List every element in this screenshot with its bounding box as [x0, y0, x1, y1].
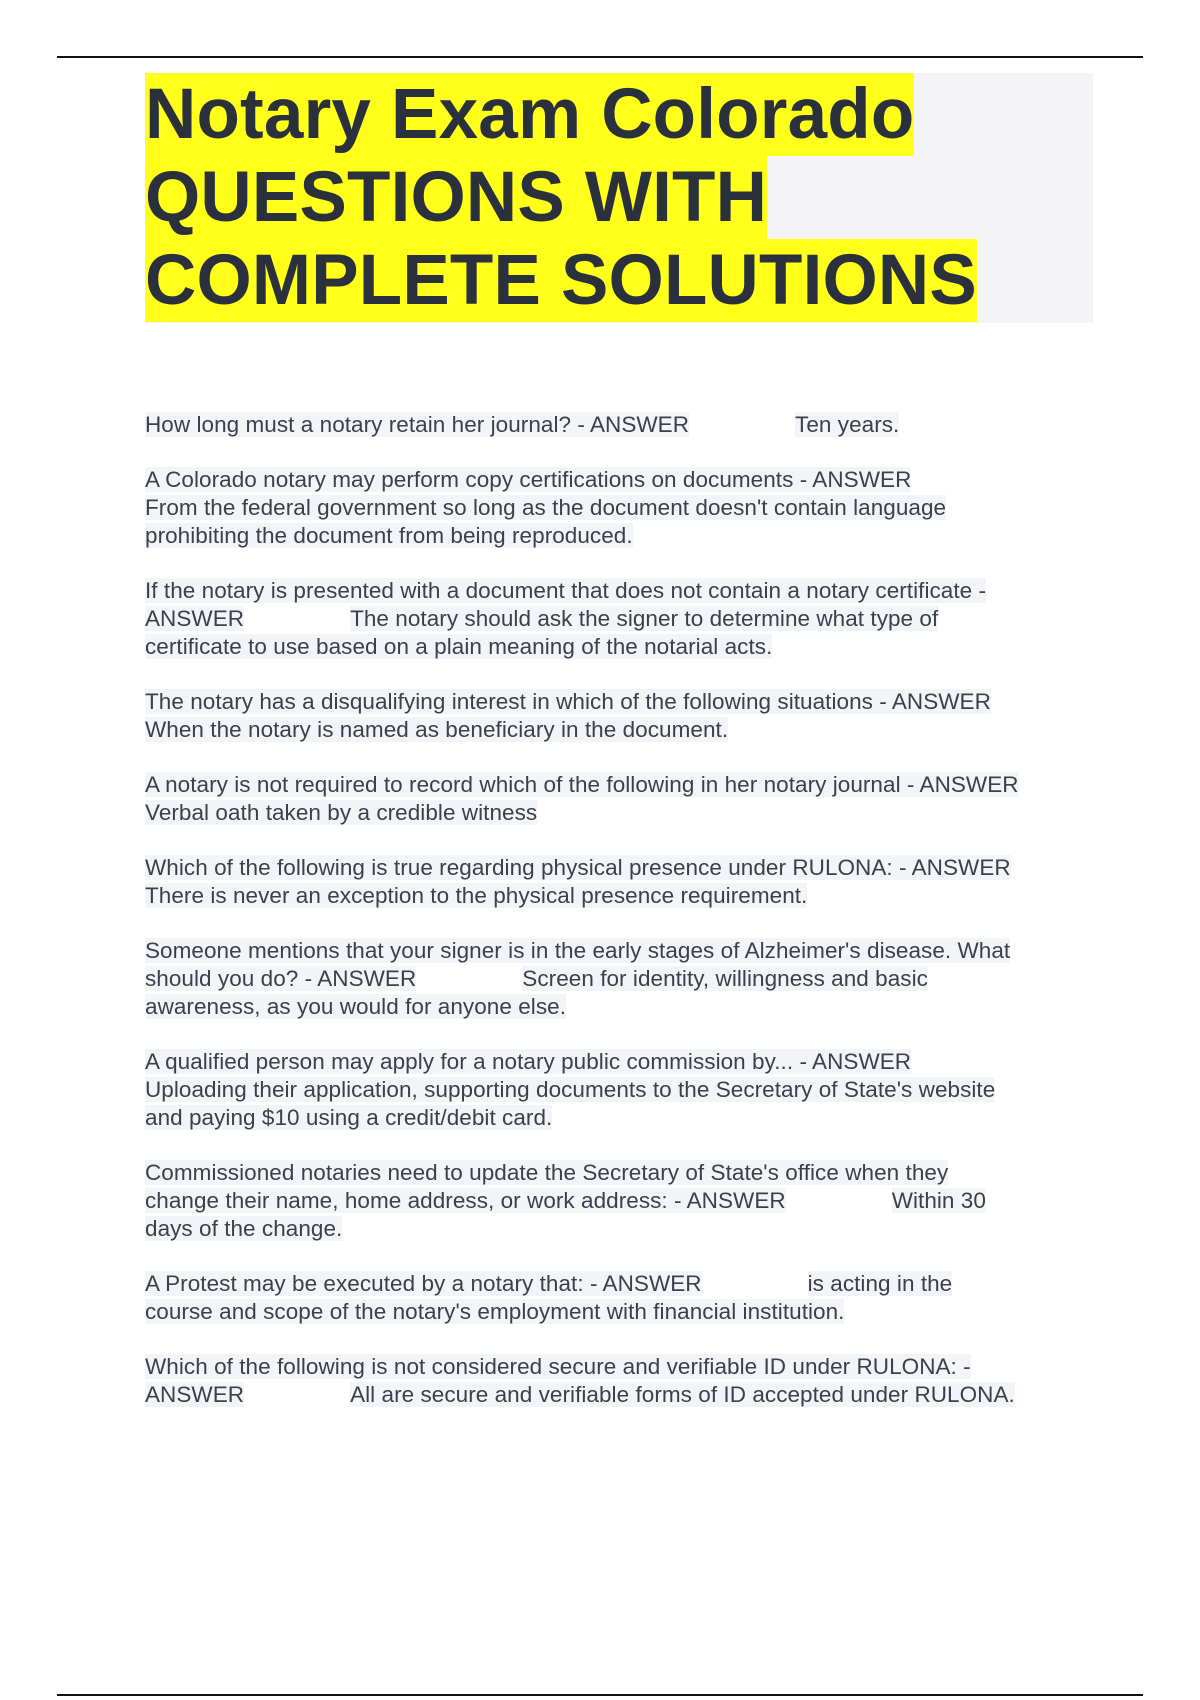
- qa-item: [145, 854, 1105, 910]
- title-line: QUESTIONS WITH: [145, 158, 768, 237]
- question-text: ANSWER: [145, 606, 245, 631]
- question-text: ANSWER: [145, 1382, 245, 1407]
- qa-item: [145, 1048, 1105, 1132]
- qa-item: [145, 577, 1105, 661]
- question-text: A notary is not required to record which of the following in her notary journal - ANSWER: [145, 772, 1019, 797]
- qa-list: [145, 411, 1105, 1436]
- question-text: Commissioned notaries need to update the Secretary of State's office when they: [145, 1160, 949, 1185]
- title-line: Notary Exam Colorado: [145, 75, 915, 154]
- question-text: Which of the following is true regarding physical presence under RULONA: - ANSWER: [145, 855, 1011, 880]
- answer-text: and paying $10 using a credit/debit card.: [145, 1105, 553, 1130]
- title-line: COMPLETE SOLUTIONS: [145, 241, 977, 320]
- answer-text: Verbal oath taken by a credible witness: [145, 800, 538, 825]
- qa-item: [145, 1270, 1105, 1326]
- question-text: should you do? - ANSWER: [145, 966, 417, 991]
- qa-item: [145, 466, 1105, 550]
- top-rule: [57, 56, 1143, 58]
- question-text: The notary has a disqualifying interest in which of the following situations - ANSWER: [145, 689, 991, 714]
- answer-text: days of the change.: [145, 1216, 343, 1241]
- bottom-rule: [57, 1694, 1143, 1696]
- question-text: change their name, home address, or work address: - ANSWER: [145, 1188, 786, 1213]
- question-text: A qualified person may apply for a notary public commission by... - ANSWER: [145, 1049, 912, 1074]
- question-text: If the notary is presented with a document that does not contain a notary certificate -: [145, 578, 987, 603]
- qa-item: [145, 937, 1105, 1021]
- answer-text: is acting in the: [807, 1271, 953, 1296]
- answer-text: Within 30: [891, 1188, 986, 1213]
- title-block: [145, 73, 1093, 323]
- answer-text: certificate to use based on a plain meaning of the notarial acts.: [145, 634, 773, 659]
- answer-text: All are secure and verifiable forms of ID accepted under RULONA.: [350, 1382, 1015, 1407]
- qa-item: [145, 688, 1105, 744]
- document-title: [145, 73, 1093, 322]
- question-text: A Protest may be executed by a notary that: - ANSWER: [145, 1271, 702, 1296]
- answer-text: Screen for identity, willingness and basic: [522, 966, 928, 991]
- question-text: How long must a notary retain her journal? - ANSWER: [145, 412, 690, 437]
- answer-text: There is never an exception to the physical presence requirement.: [145, 883, 808, 908]
- qa-item: [145, 1159, 1105, 1243]
- answer-text: When the notary is named as beneficiary in the document.: [145, 717, 729, 742]
- question-text: Which of the following is not considered secure and verifiable ID under RULONA: -: [145, 1354, 971, 1379]
- answer-text: The notary should ask the signer to determine what type of: [350, 606, 939, 631]
- qa-item: [145, 411, 1105, 439]
- qa-item: [145, 771, 1105, 827]
- answer-text: prohibiting the document from being reproduced.: [145, 523, 633, 548]
- qa-item: [145, 1353, 1105, 1409]
- answer-text: From the federal government so long as the document doesn't contain language: [145, 495, 947, 520]
- answer-text: course and scope of the notary's employment with financial institution.: [145, 1299, 845, 1324]
- question-text: Someone mentions that your signer is in the early stages of Alzheimer's disease. What: [145, 938, 1011, 963]
- answer-text: Ten years.: [795, 412, 900, 437]
- answer-text: Uploading their application, supporting documents to the Secretary of State's website: [145, 1077, 996, 1102]
- question-text: A Colorado notary may perform copy certifications on documents - ANSWER: [145, 467, 912, 492]
- answer-text: awareness, as you would for anyone else.: [145, 994, 566, 1019]
